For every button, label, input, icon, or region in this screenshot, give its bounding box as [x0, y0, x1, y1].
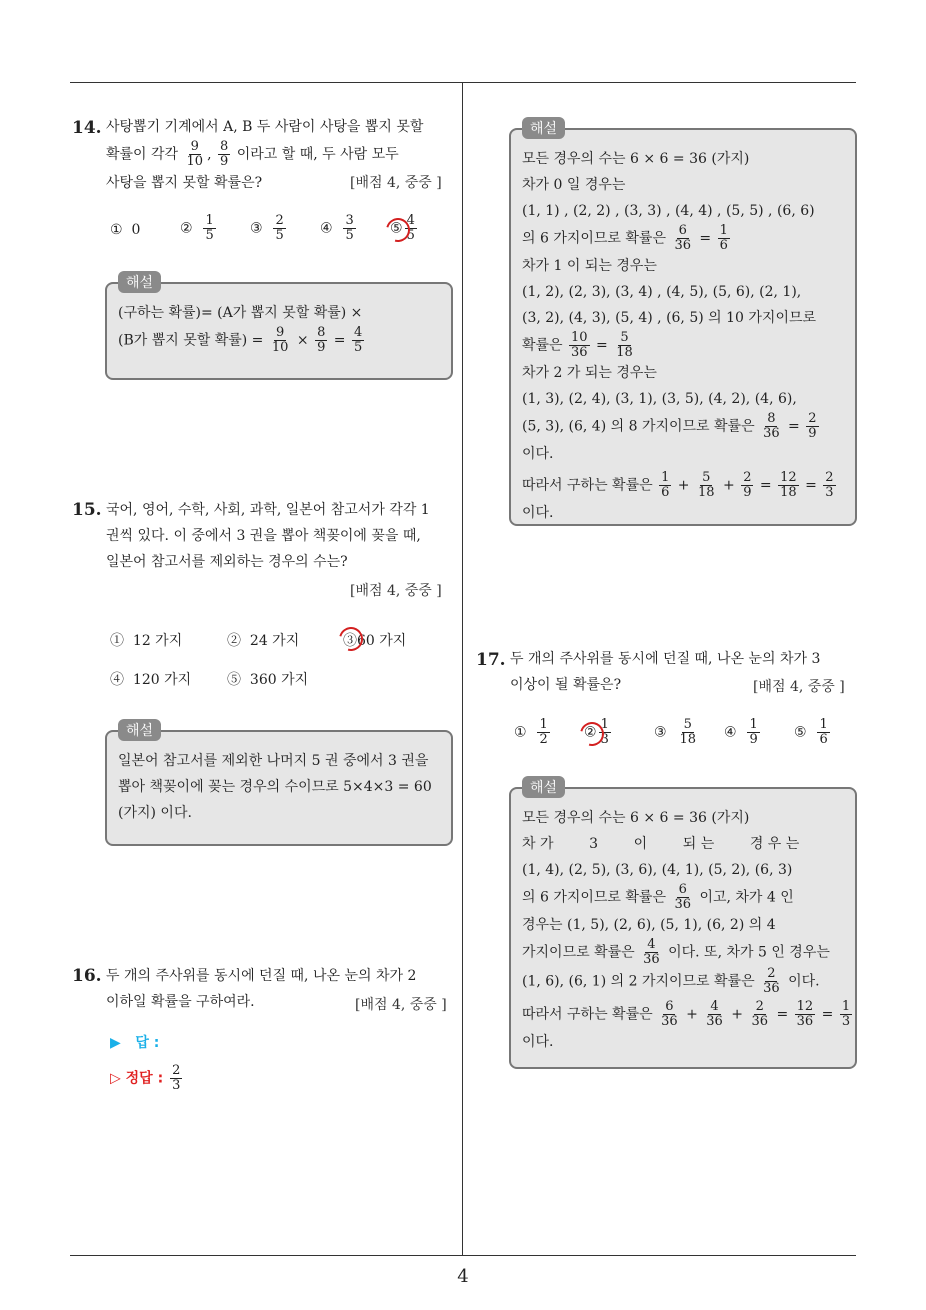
q16-exp-l3: (1, 1) , (2, 2) , (3, 3) , (4, 4) , (5, 5) , (6, 6)	[522, 203, 815, 219]
q15-line3: 일본어 참고서를 제외하는 경우의 수는?	[106, 554, 348, 570]
q17-choices	[514, 718, 854, 758]
q16-exp-l7: (3, 2), (4, 3), (5, 4) , (6, 5) 의 10 가지이므로	[522, 310, 817, 326]
q17-exp-l3: (1, 4), (2, 5), (3, 6), (4, 1), (5, 2), (6, 3)	[522, 862, 793, 878]
correct-answer-row	[110, 1064, 184, 1093]
q16-exp-l2: 차가 0 일 경우는	[522, 177, 626, 193]
q17-line2: 이상이 될 확률은?	[510, 677, 622, 693]
q15-score-meta: [배점 4, 중중 ]	[350, 583, 442, 599]
choice-5[interactable]: ⑤ $\frac{4}{5}$	[390, 213, 415, 243]
q15-explanation-tag: 해설	[118, 719, 161, 741]
choice-1[interactable]: ① $\frac{1}{2}$	[514, 717, 548, 747]
choice-1[interactable]: ① 12 가지	[110, 633, 183, 649]
question-15-text	[106, 497, 456, 575]
q14-explanation-text	[118, 300, 448, 355]
q15-exp-line3: (가지) 이다.	[118, 805, 192, 821]
question-number-16: 16.	[72, 966, 102, 986]
q16-exp-l11: (5, 3), (6, 4) 의 8 가지이므로 확률은 $\frac{8}{36}$ = $\frac{2}{9}$	[522, 411, 817, 441]
choice-5[interactable]: ⑤ 360 가지	[227, 672, 309, 688]
choice-2[interactable]: ② $\frac{1}{3}$	[584, 717, 609, 747]
q14-line2b: 이라고 할 때, 두 사람 모두	[236, 146, 399, 163]
fraction: $\frac{9}{10}$	[186, 139, 204, 169]
choice-1[interactable]: ① 0	[110, 222, 141, 238]
q16-exp-l9: 차가 2 가 되는 경우는	[522, 365, 657, 381]
q16-exp-l1: 모든 경우의 수는 6 × 6 = 36 (가지)	[522, 151, 750, 167]
q17-exp-l6: 가지이므로 확률은 $\frac{4}{36}$ 이다. 또, 차가 5 인 경우는	[522, 937, 830, 967]
answer-mark-circle	[335, 623, 368, 656]
play-arrow-icon: ▶	[110, 1035, 121, 1051]
q14-line2: 확률이 각각 $\frac{9}{10}$ , $\frac{8}{9}$ 이라고 할 때, 두 사람 모두	[106, 139, 399, 169]
q17-exp-l8: 따라서 구하는 확률은 $\frac{6}{36}$ + $\frac{4}{36}$ + $\frac{2}{36}$ = $\frac{12}{36}$ = $\frac{1}{3}$	[522, 999, 851, 1029]
q17-score-meta: [배점 4, 중중 ]	[753, 679, 845, 695]
q17-exp-l1: 모든 경우의 수는 6 × 6 = 36 (가지)	[522, 810, 750, 826]
q17-explanation-tag: 해설	[522, 776, 565, 798]
q16-exp-l13: 따라서 구하는 확률은 $\frac{1}{6}$ + $\frac{5}{18}$ + $\frac{2}{9}$ = $\frac{12}{18}$ = $\frac{2}{3}$	[522, 470, 834, 500]
fraction: $\frac{8}{9}$	[219, 139, 229, 169]
q15-explanation-text	[118, 748, 448, 826]
q16-exp-l5: 차가 1 이 되는 경우는	[522, 258, 657, 274]
q16-exp-l12: 이다.	[522, 446, 554, 462]
choice-2[interactable]: ② 24 가지	[227, 633, 300, 649]
question-number-14: 14.	[72, 118, 102, 138]
answer-row	[110, 1032, 159, 1052]
correct-fraction: $\frac{2}{3}$	[172, 1063, 181, 1093]
choice-2[interactable]: ② $\frac{1}{5}$	[180, 213, 214, 243]
q17-exp-l2: 차 가 3 이 되 는 경 우 는	[522, 836, 800, 852]
q17-exp-l5: 경우는 (1, 5), (2, 6), (5, 1), (6, 2) 의 4	[522, 917, 776, 933]
q17-explanation-text	[522, 805, 852, 1055]
q16-exp-l10: (1, 3), (2, 4), (3, 1), (3, 5), (4, 2), (4, 6),	[522, 391, 797, 407]
q14-explanation-tag: 해설	[118, 271, 161, 293]
q16-explanation-tag: 해설	[522, 117, 565, 139]
choice-3[interactable]: ③60 가지	[343, 633, 407, 649]
choice-4[interactable]: ④ $\frac{3}{5}$	[320, 213, 354, 243]
q17-exp-l4: 의 6 가지이므로 확률은 $\frac{6}{36}$ 이고, 차가 4 인	[522, 882, 794, 912]
q16-exp-l4: 의 6 가지이므로 확률은 $\frac{6}{36}$ = $\frac{1}{6}$	[522, 223, 728, 253]
q16-line1: 두 개의 주사위를 동시에 던질 때, 나온 눈의 차가 2	[106, 968, 417, 984]
question-number-17: 17.	[476, 650, 506, 670]
q14-line1: 사탕뽑기 기계에서 A, B 두 사람이 사탕을 뽑지 못할	[106, 119, 424, 135]
choice-4[interactable]: ④ $\frac{1}{9}$	[724, 717, 758, 747]
q14-line2a: 확률이 각각	[106, 146, 179, 163]
q14-exp-line1: (구하는 확률)= (A가 뽑지 못할 확률) ×	[118, 305, 363, 321]
q16-exp-l14: 이다.	[522, 505, 554, 521]
answer-label: 답 :	[135, 1035, 160, 1051]
q15-exp-line2: 뽑아 책꽂이에 꽂는 경우의 수이므로 5×4×3 = 60	[118, 779, 432, 795]
q15-line2: 권씩 있다. 이 중에서 3 권을 뽑아 책꽂이에 꽂을 때,	[106, 528, 421, 544]
q14-exp-line2: (B가 뽑지 못할 확률) = $\frac{9}{10}$ × $\frac{8}{9}$ = $\frac{4}{5}$	[118, 325, 363, 355]
q14-choices	[110, 214, 450, 254]
page-number: 4	[457, 1266, 469, 1287]
q14-score-meta: [배점 4, 중중 ]	[350, 175, 442, 191]
q16-score-meta: [배점 4, 중중 ]	[355, 997, 447, 1013]
outline-arrow-icon: ▷	[110, 1070, 121, 1087]
column-divider	[462, 83, 463, 1255]
correct-label: 정답 :	[125, 1070, 164, 1087]
q15-exp-line1: 일본어 참고서를 제외한 나머지 5 권 중에서 3 권을	[118, 753, 429, 769]
choice-3[interactable]: ③ $\frac{2}{5}$	[250, 213, 284, 243]
q14-line3: 사탕을 뽑지 못할 확률은?	[106, 175, 263, 191]
choice-3[interactable]: ③ $\frac{5}{18}$	[654, 717, 697, 747]
question-number-15: 15.	[72, 500, 102, 520]
q17-exp-l9: 이다.	[522, 1034, 554, 1050]
choice-5[interactable]: ⑤ $\frac{1}{6}$	[794, 717, 828, 747]
q15-line1: 국어, 영어, 수학, 사회, 과학, 일본어 참고서가 각각 1	[106, 502, 430, 518]
top-rule	[70, 82, 856, 83]
q15-choices	[110, 630, 450, 700]
q16-explanation-text	[522, 146, 852, 526]
q17-exp-l7: (1, 6), (6, 1) 의 2 가지이므로 확률은 $\frac{2}{36}$ 이다.	[522, 966, 820, 996]
q16-exp-l8: 확률은 $\frac{10}{36}$ = $\frac{5}{18}$	[522, 330, 633, 360]
q17-line1: 두 개의 주사위를 동시에 던질 때, 나온 눈의 차가 3	[510, 651, 821, 667]
q16-line2: 이하일 확률을 구하여라.	[106, 994, 255, 1010]
choice-4[interactable]: ④ 120 가지	[110, 672, 192, 688]
bottom-rule	[70, 1255, 856, 1256]
q16-exp-l6: (1, 2), (2, 3), (3, 4) , (4, 5), (5, 6), (2, 1),	[522, 284, 802, 300]
